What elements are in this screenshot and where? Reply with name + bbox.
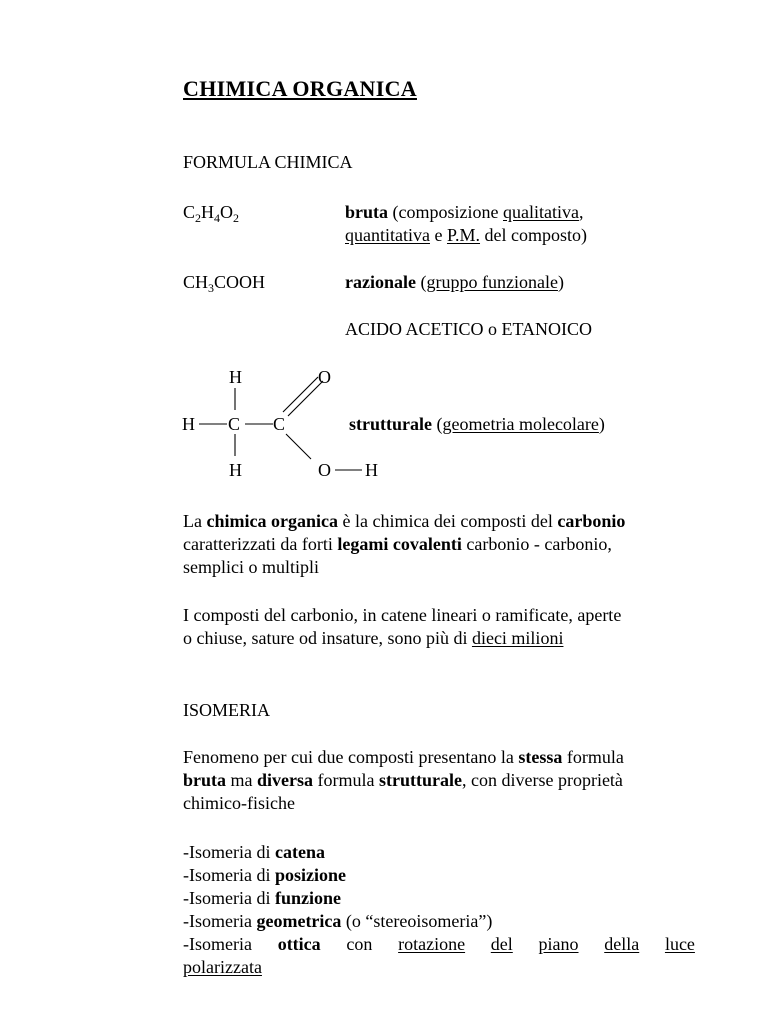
bond-c2-o-double-b [288,381,323,416]
bond-c2-o-double-a [283,377,318,412]
atom-c1: C [228,414,241,434]
dieci-milioni-term: dieci milioni [471,628,564,648]
isomer-list [183,841,695,979]
list-item: -Isomeria ottica con rotazione del piano della luce [183,934,695,954]
bond-c2-o-single [286,434,311,459]
paragraph-isomeria: Fenomeno per cui due composti presentano la stessa formula bruta ma diversa formula strutturale, con diverse proprietà chimico-fisiche [183,747,624,813]
razionale-description: razionale (gruppo funzionale) [345,272,564,292]
qualitativa-term: qualitativa [503,202,579,222]
isomeria-heading: ISOMERIA [183,700,271,720]
razionale-formula: $CH_3COOH$ [183,272,266,295]
bruta-description-line2: quantitativa e P.M. del composto) [345,225,587,245]
bruta-description-line1: bruta (composizione qualitativa, [345,202,584,222]
geometria-molecolare-term: geometria molecolare [442,414,599,434]
gruppo-funzionale-term: gruppo funzionale [426,272,558,292]
paragraph-compounds: I composti del carbonio, in catene lineari o ramificate, aperte o chiuse, sature od insature, sono più di dieci milioni [183,605,622,648]
atom-h-bottom: H [229,460,242,480]
paragraph-definition: La chimica organica è la chimica dei composti del carbonio caratterizzati da forti legami covalenti carbonio - carbonio, semplici o multipli [183,511,626,577]
list-item: -Isomeria geometrica (o “stereoisomeria”) [183,911,493,931]
bruta-formula: $C_2H_4O_2$ [183,202,240,225]
list-item: -Isomeria di catena [183,842,325,862]
list-item-continuation: polarizzata [183,957,262,977]
pm-term: P.M. [446,225,481,245]
atom-h-right: H [365,460,378,480]
atom-c2: C [273,414,286,434]
atom-h-top: H [229,367,242,387]
list-item: -Isomeria di posizione [183,865,346,885]
acid-name: ACIDO ACETICO o ETANOICO [345,319,593,339]
atom-o-bottom: O [318,460,331,480]
formula-heading: FORMULA CHIMICA [183,152,353,172]
strutturale-description: strutturale (geometria molecolare) [349,414,605,434]
page-title: CHIMICA ORGANICA [183,76,417,101]
quantitativa-term: quantitativa [345,225,430,245]
atom-h-left: H [182,414,195,434]
atom-o-top: O [318,367,331,387]
list-item: -Isomeria di funzione [183,888,341,908]
